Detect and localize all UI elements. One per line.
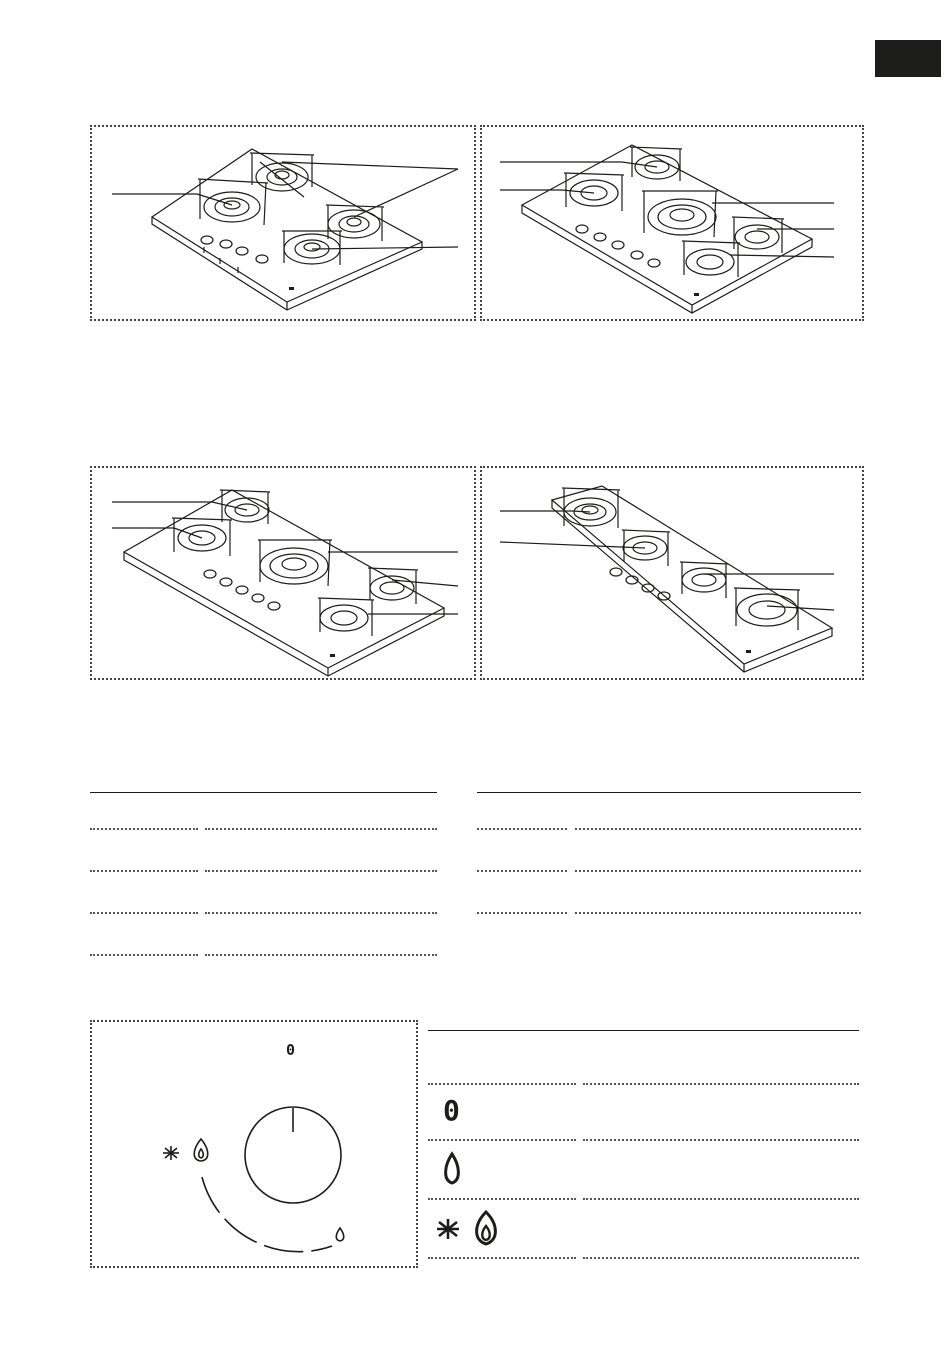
- row-divider: [205, 870, 437, 872]
- row-divider: [90, 870, 198, 872]
- figure-hob-5-burner-large: [480, 125, 864, 321]
- large-flame-icon: [194, 1139, 208, 1161]
- row-divider: [90, 912, 198, 914]
- small-flame-icon: [336, 1228, 344, 1241]
- row-divider: [428, 1083, 576, 1085]
- ignition-large-flame-icon: [432, 1206, 504, 1250]
- small-flame-icon: [440, 1150, 464, 1190]
- row-divider: [575, 912, 861, 914]
- row-divider: [477, 828, 567, 830]
- row-divider: [205, 828, 437, 830]
- row-divider: [575, 870, 861, 872]
- gas-hob-5-burner-wide-illustration: [92, 468, 478, 682]
- row-divider: [575, 828, 861, 830]
- knob-diagram: [90, 1020, 418, 1268]
- row-divider: [90, 828, 198, 830]
- row-divider: [205, 912, 437, 914]
- row-divider: [583, 1198, 859, 1200]
- row-divider: [428, 1139, 576, 1141]
- zero-off-symbol: 0: [443, 1094, 460, 1127]
- table-header-rule: [428, 1030, 859, 1031]
- row-divider: [583, 1139, 859, 1141]
- language-tab: [875, 40, 941, 77]
- table-header-rule: [477, 792, 861, 793]
- row-divider: [583, 1083, 859, 1085]
- figure-hob-5-burner-wide: [90, 466, 476, 680]
- control-knob-icon: [92, 1022, 416, 1266]
- table-header-rule: [90, 792, 437, 793]
- off-position-label: 0: [286, 1041, 296, 1059]
- row-divider: [477, 870, 567, 872]
- row-divider: [428, 1257, 576, 1259]
- gas-hob-5-burner-illustration: [482, 127, 866, 323]
- gas-hob-4-burner-illustration: [92, 127, 478, 323]
- row-divider: [477, 912, 567, 914]
- gas-hob-4-burner-row-illustration: [482, 468, 866, 682]
- row-divider: [583, 1257, 859, 1259]
- ignition-star-icon: [163, 1146, 179, 1160]
- row-divider: [90, 954, 198, 956]
- figure-hob-4-burner: [90, 125, 476, 321]
- row-divider: [428, 1198, 576, 1200]
- figure-hob-4-burner-row: [480, 466, 864, 680]
- row-divider: [205, 954, 437, 956]
